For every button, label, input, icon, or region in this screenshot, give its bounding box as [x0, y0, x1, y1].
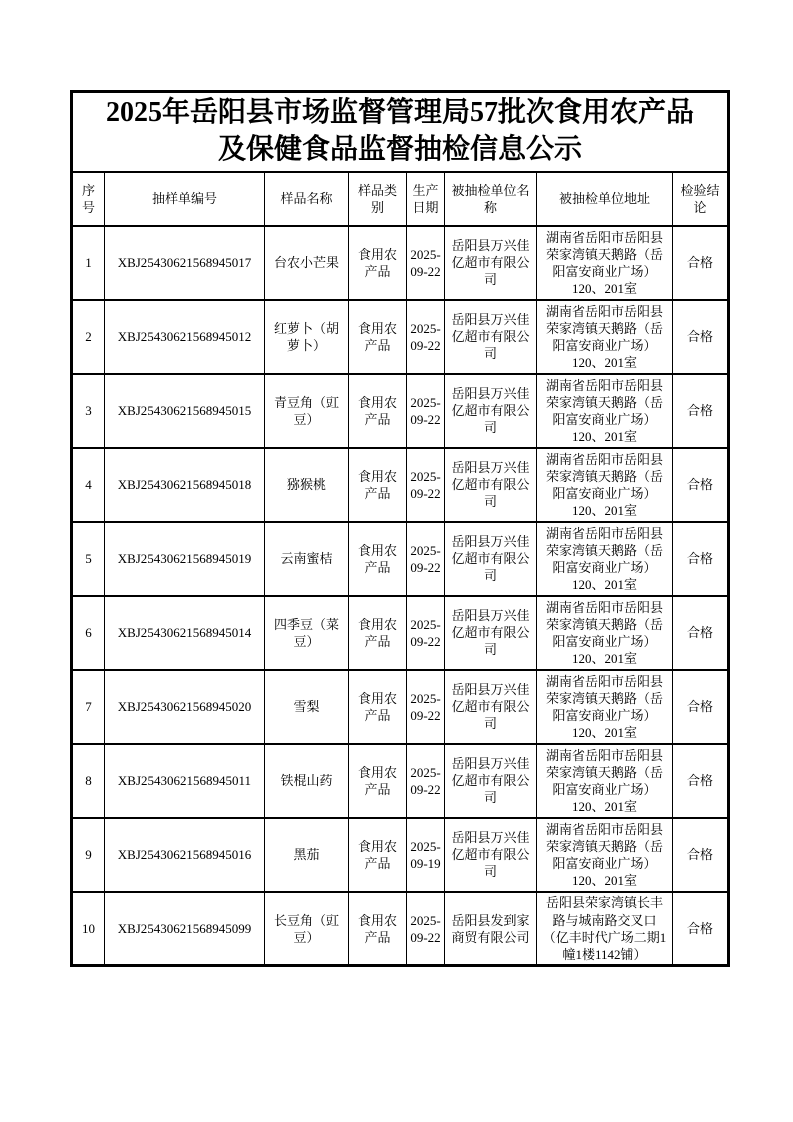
- col-header-no: 序号: [72, 172, 105, 226]
- cell-unit-name: 岳阳县万兴佳亿超市有限公司: [445, 448, 537, 522]
- col-header-unit-name: 被抽检单位名称: [445, 172, 537, 226]
- cell-sample-name: 四季豆（菜豆）: [265, 596, 349, 670]
- title-row: [72, 92, 729, 172]
- cell-production-date: 2025-09-22: [407, 522, 445, 596]
- cell-no: 1: [72, 226, 105, 300]
- cell-sample-id: XBJ25430621568945018: [105, 448, 265, 522]
- table-body: [72, 92, 729, 966]
- cell-sample-id: XBJ25430621568945017: [105, 226, 265, 300]
- cell-unit-address: 湖南省岳阳市岳阳县荣家湾镇天鹅路（岳阳富安商业广场）120、201室: [537, 818, 673, 892]
- cell-category: 食用农产品: [349, 300, 407, 374]
- cell-result: 合格: [673, 300, 729, 374]
- cell-unit-address: 湖南省岳阳市岳阳县荣家湾镇天鹅路（岳阳富安商业广场）120、201室: [537, 670, 673, 744]
- cell-sample-id: XBJ25430621568945014: [105, 596, 265, 670]
- col-header-result: 检验结论: [673, 172, 729, 226]
- table-row: [72, 448, 729, 522]
- cell-sample-name: 雪梨: [265, 670, 349, 744]
- document-title-line1: 2025年岳阳县市场监督管理局57批次食用农产品: [106, 97, 695, 128]
- inspection-table: [70, 90, 730, 967]
- cell-sample-id: XBJ25430621568945019: [105, 522, 265, 596]
- cell-no: 5: [72, 522, 105, 596]
- cell-no: 7: [72, 670, 105, 744]
- cell-no: 9: [72, 818, 105, 892]
- col-header-sample-id: 抽样单编号: [105, 172, 265, 226]
- cell-production-date: 2025-09-22: [407, 744, 445, 818]
- header-row: [72, 172, 729, 226]
- cell-unit-name: 岳阳县万兴佳亿超市有限公司: [445, 522, 537, 596]
- cell-production-date: 2025-09-22: [407, 670, 445, 744]
- table-row: [72, 522, 729, 596]
- cell-sample-name: 红萝卜（胡萝卜）: [265, 300, 349, 374]
- cell-sample-name: 猕猴桃: [265, 448, 349, 522]
- cell-unit-address: 岳阳县荣家湾镇长丰路与城南路交叉口（亿丰时代广场二期1幢1楼1142铺）: [537, 892, 673, 966]
- cell-sample-name: 青豆角（豇豆）: [265, 374, 349, 448]
- cell-unit-name: 岳阳县万兴佳亿超市有限公司: [445, 670, 537, 744]
- cell-production-date: 2025-09-22: [407, 596, 445, 670]
- table-row: [72, 892, 729, 966]
- cell-unit-address: 湖南省岳阳市岳阳县荣家湾镇天鹅路（岳阳富安商业广场）120、201室: [537, 522, 673, 596]
- cell-unit-name: 岳阳县万兴佳亿超市有限公司: [445, 818, 537, 892]
- document-title: [72, 92, 729, 172]
- cell-category: 食用农产品: [349, 522, 407, 596]
- cell-result: 合格: [673, 892, 729, 966]
- table-row: [72, 226, 729, 300]
- cell-unit-address: 湖南省岳阳市岳阳县荣家湾镇天鹅路（岳阳富安商业广场）120、201室: [537, 300, 673, 374]
- cell-category: 食用农产品: [349, 596, 407, 670]
- cell-unit-address: 湖南省岳阳市岳阳县荣家湾镇天鹅路（岳阳富安商业广场）120、201室: [537, 374, 673, 448]
- cell-unit-name: 岳阳县万兴佳亿超市有限公司: [445, 374, 537, 448]
- cell-result: 合格: [673, 670, 729, 744]
- cell-no: 2: [72, 300, 105, 374]
- cell-production-date: 2025-09-19: [407, 818, 445, 892]
- cell-unit-address: 湖南省岳阳市岳阳县荣家湾镇天鹅路（岳阳富安商业广场）120、201室: [537, 596, 673, 670]
- col-header-category: 样品类别: [349, 172, 407, 226]
- cell-no: 4: [72, 448, 105, 522]
- cell-result: 合格: [673, 818, 729, 892]
- cell-no: 10: [72, 892, 105, 966]
- cell-production-date: 2025-09-22: [407, 300, 445, 374]
- cell-sample-name: 黑茄: [265, 818, 349, 892]
- cell-result: 合格: [673, 522, 729, 596]
- cell-sample-id: XBJ25430621568945015: [105, 374, 265, 448]
- cell-no: 8: [72, 744, 105, 818]
- cell-unit-name: 岳阳县万兴佳亿超市有限公司: [445, 596, 537, 670]
- document-title-line2: 及保健食品监督抽检信息公示: [218, 133, 583, 165]
- cell-category: 食用农产品: [349, 670, 407, 744]
- table-row: [72, 818, 729, 892]
- cell-unit-name: 岳阳县万兴佳亿超市有限公司: [445, 226, 537, 300]
- cell-unit-address: 湖南省岳阳市岳阳县荣家湾镇天鹅路（岳阳富安商业广场）120、201室: [537, 226, 673, 300]
- col-header-production-date: 生产日期: [407, 172, 445, 226]
- cell-unit-address: 湖南省岳阳市岳阳县荣家湾镇天鹅路（岳阳富安商业广场）120、201室: [537, 744, 673, 818]
- cell-result: 合格: [673, 596, 729, 670]
- cell-production-date: 2025-09-22: [407, 374, 445, 448]
- cell-category: 食用农产品: [349, 374, 407, 448]
- cell-sample-id: XBJ25430621568945016: [105, 818, 265, 892]
- cell-production-date: 2025-09-22: [407, 448, 445, 522]
- cell-unit-name: 岳阳县万兴佳亿超市有限公司: [445, 300, 537, 374]
- cell-no: 6: [72, 596, 105, 670]
- cell-sample-id: XBJ25430621568945011: [105, 744, 265, 818]
- cell-production-date: 2025-09-22: [407, 892, 445, 966]
- cell-sample-id: XBJ25430621568945020: [105, 670, 265, 744]
- table-row: [72, 596, 729, 670]
- table-row: [72, 744, 729, 818]
- col-header-sample-name: 样品名称: [265, 172, 349, 226]
- cell-category: 食用农产品: [349, 448, 407, 522]
- cell-unit-name: 岳阳县发到家商贸有限公司: [445, 892, 537, 966]
- table-row: [72, 670, 729, 744]
- table-row: [72, 374, 729, 448]
- cell-sample-name: 台农小芒果: [265, 226, 349, 300]
- cell-no: 3: [72, 374, 105, 448]
- cell-unit-name: 岳阳县万兴佳亿超市有限公司: [445, 744, 537, 818]
- cell-sample-name: 长豆角（豇豆）: [265, 892, 349, 966]
- cell-result: 合格: [673, 374, 729, 448]
- cell-result: 合格: [673, 448, 729, 522]
- cell-result: 合格: [673, 226, 729, 300]
- table-row: [72, 300, 729, 374]
- col-header-unit-address: 被抽检单位地址: [537, 172, 673, 226]
- cell-category: 食用农产品: [349, 818, 407, 892]
- cell-result: 合格: [673, 744, 729, 818]
- cell-category: 食用农产品: [349, 892, 407, 966]
- cell-sample-id: XBJ25430621568945012: [105, 300, 265, 374]
- cell-sample-name: 云南蜜桔: [265, 522, 349, 596]
- cell-category: 食用农产品: [349, 226, 407, 300]
- cell-sample-id: XBJ25430621568945099: [105, 892, 265, 966]
- cell-unit-address: 湖南省岳阳市岳阳县荣家湾镇天鹅路（岳阳富安商业广场）120、201室: [537, 448, 673, 522]
- cell-production-date: 2025-09-22: [407, 226, 445, 300]
- cell-category: 食用农产品: [349, 744, 407, 818]
- cell-sample-name: 铁棍山药: [265, 744, 349, 818]
